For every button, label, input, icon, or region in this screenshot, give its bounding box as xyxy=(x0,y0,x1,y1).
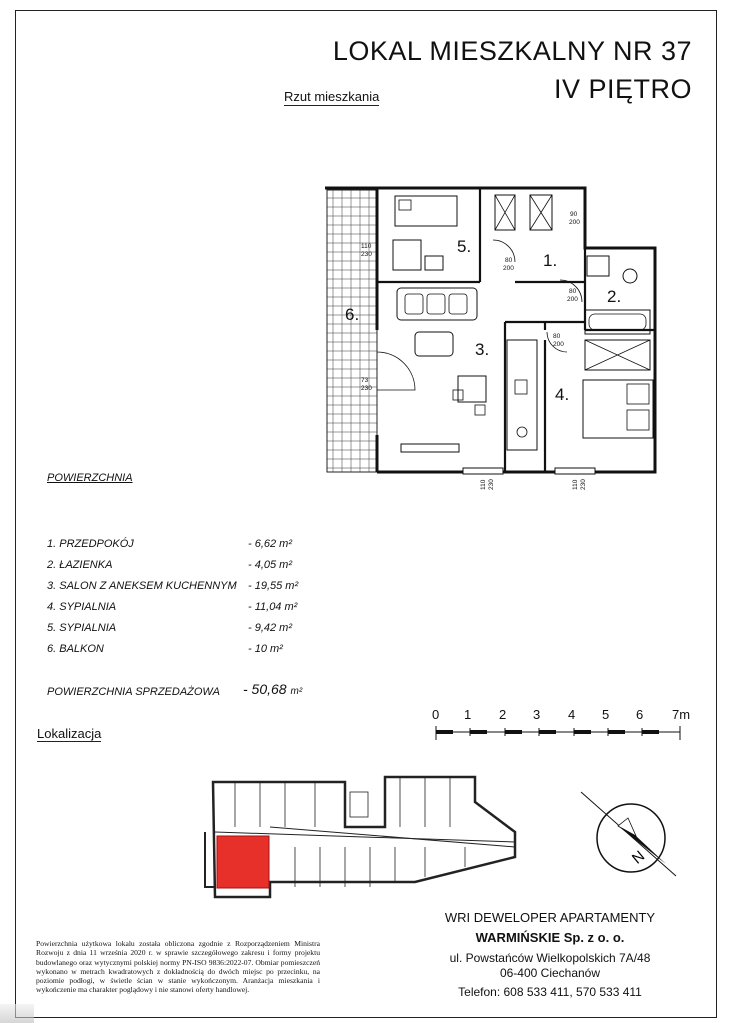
scale-tick-label: 6 xyxy=(636,707,644,722)
room-area-row xyxy=(47,538,337,559)
room-area-list xyxy=(47,538,337,664)
door-size: 230 xyxy=(361,385,372,392)
door-size: 200 xyxy=(567,296,578,303)
room-name: 4. SYPIALNIA xyxy=(47,601,117,613)
room-name: 6. BALKON xyxy=(47,643,104,655)
door-size: 90 xyxy=(570,211,578,218)
room-name: 2. ŁAZIENKA xyxy=(47,559,113,571)
room-area: - 11,04 m² xyxy=(248,601,298,613)
scale-tick-label: 2 xyxy=(499,707,507,722)
room-area-row xyxy=(47,559,337,580)
door-size: 200 xyxy=(569,219,580,226)
total-area-label: POWIERZCHNIA SPRZEDAŻOWA xyxy=(47,686,220,698)
window-size: 230 xyxy=(488,479,495,490)
window-size: 230 xyxy=(580,479,587,490)
scale-tick-label: 7m xyxy=(672,707,691,722)
door-size: 200 xyxy=(503,265,514,272)
scale-tick-label: 1 xyxy=(464,707,472,722)
area-heading: POWIERZCHNIA xyxy=(47,472,133,484)
door-size: 230 xyxy=(361,251,372,258)
total-area-value: - 50,68 m² xyxy=(243,681,303,697)
compass-north-letter: N xyxy=(628,847,649,868)
door-size: 80 xyxy=(553,333,561,340)
room-area: - 4,05 m² xyxy=(248,559,293,571)
room-name: 3. SALON Z ANEKSEM KUCHENNYM xyxy=(47,580,237,592)
title-apartment: LOKAL MIESZKALNY NR 37 xyxy=(332,36,692,66)
room-label-6: 6. xyxy=(345,305,360,324)
scale-tick-label: 4 xyxy=(568,707,576,722)
north-compass xyxy=(578,790,688,880)
room-label-2: 2. xyxy=(607,287,622,306)
door-size: 80 xyxy=(569,288,577,295)
scale-tick-label: 5 xyxy=(602,707,610,722)
door-size: 80 xyxy=(505,257,513,264)
location-map xyxy=(185,772,525,907)
room-area-row xyxy=(47,643,337,664)
room-name: 5. SYPIALNIA xyxy=(47,622,117,634)
room-area-row xyxy=(47,601,337,622)
door-size: 73 xyxy=(361,377,369,384)
title-floor: IV PIĘTRO xyxy=(553,74,692,104)
developer-address xyxy=(400,951,700,981)
developer-name-line1: WRI DEWELOPER APARTAMENTY xyxy=(444,910,656,925)
location-label: Lokalizacja xyxy=(37,726,102,741)
room-label-3: 3. xyxy=(475,340,490,359)
corner-watermark xyxy=(0,1004,34,1023)
door-size: 110 xyxy=(361,243,372,250)
door-size: 200 xyxy=(553,341,564,348)
room-area: - 6,62 m² xyxy=(248,538,293,550)
scale-tick-label: 3 xyxy=(533,707,541,722)
room-area: - 9,42 m² xyxy=(248,622,293,634)
address-line2: 06-400 Ciechanów xyxy=(499,966,601,980)
scale-tick-label: 0 xyxy=(432,707,440,722)
room-area-row xyxy=(47,622,337,643)
plan-caption: Rzut mieszkania xyxy=(284,89,380,104)
developer-name-line2: WARMIŃSKIE Sp. z o. o. xyxy=(475,930,625,945)
room-name: 1. PRZEDPOKÓJ xyxy=(47,538,134,550)
address-line1: ul. Powstańców Wielkopolskich 7A/48 xyxy=(449,951,651,965)
room-label-4: 4. xyxy=(555,385,570,404)
room-label-5: 5. xyxy=(457,237,472,256)
floor-plan xyxy=(315,180,665,490)
window-size: 110 xyxy=(480,479,487,490)
room-area: - 10 m² xyxy=(248,643,283,655)
room-area-row xyxy=(47,580,337,601)
disclaimer-text: Powierzchnia użytkowa lokalu została obliczona zgodnie z Rozporządzeniem Ministra Rozwoju z dnia 11 września 2020 r. w sprawie szczegółowego zakresu i formy projektu budowlanego oraz wytycznymi polskiej normy PN-ISO 9836:2022-07. Obmiar pomieszczeń wykonano w metrach kwadratowych z dokładnością do dwóch miejsc po przecinku, na poziomie podłogi, w świetle ścian w stanie wykończonym. Aranżacja mieszkania i wykończenie ma charakter poglądowy i nie stanowi oferty handlowej. xyxy=(36,939,320,995)
page-title xyxy=(333,32,692,108)
developer-phone: Telefon: 608 533 411, 570 533 411 xyxy=(458,985,642,999)
balcony-area xyxy=(327,190,377,472)
scale-bar xyxy=(428,704,698,744)
room-area: - 19,55 m² xyxy=(248,580,299,592)
apartment-highlight xyxy=(217,836,269,888)
developer-name xyxy=(400,908,700,948)
room-label-1: 1. xyxy=(543,251,558,270)
window-size: 110 xyxy=(572,479,579,490)
